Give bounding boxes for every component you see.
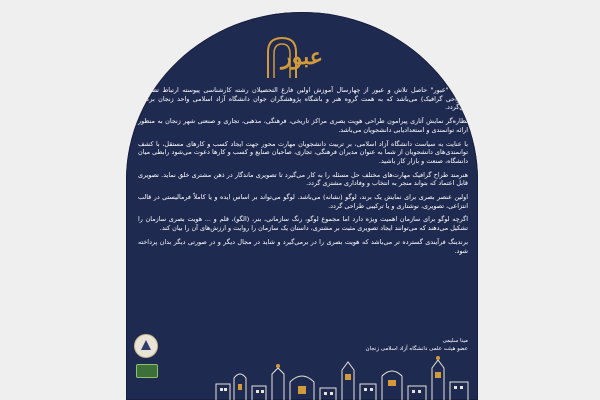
paragraph: رویداد "عبور" حاصل تلاش و عبور از چهارسال آموزش اولین فارغ التحصیلان رشته کارشناسی پیوسته ارتباط تصویری (طراحی گرافیک) می‌باشد که به همت گروه هنر و باشگاه پژوهشگران جوان دانشگاه آزاد اسلامی واحد زنجان برگزار می‌گردد. bbox=[138, 86, 468, 112]
signature-title: عضو هیئت علمی دانشگاه آزاد اسلامی زنجان bbox=[365, 346, 468, 353]
description-text bbox=[138, 86, 468, 260]
paragraph: هنرمند طراح گرافیک مهارت‌های مختلف حل مسئله را به کار می‌گیرد تا تصویری ماندگار در ذهن مشتری خلق نماید. تصویری قابل اعتماد که بتواند منجر به انتخاب و وفاداری مشتری گردد. bbox=[138, 170, 468, 188]
paragraph: اولین عنصر بصری برای نمایش یک برند، لوگو (نشانه) می‌باشد. لوگو می‌تواند بر اساس ایده و یا کاملاً فرمالیستی در قالب انتزاعی، تصویری، نوشتاری و یا ترکیبی طراحی گردد. bbox=[138, 193, 468, 210]
event-logo bbox=[126, 30, 478, 82]
signature-name: مینا سلیمی bbox=[442, 338, 468, 344]
arch-panel bbox=[126, 12, 478, 400]
paragraph: نظاره‌گر نمایش آثاری پیرامون طراحی هویت بصری مراکز تاریخی، فرهنگی، مذهبی، تجاری و صنعتی شهر زنجان به منظور ارائه توانمندی و استعدادیابی دانشجویان می‌باشد. bbox=[138, 117, 468, 134]
paragraph: برندینگ فرآیندی گسترده تر می‌باشد که هویت بصری را در برمی‌گیرد و شاید در مجال دیگر و در صورتی دیگر بدان پرداخته شود. bbox=[138, 237, 468, 255]
paragraph: با عنایت به سیاست دانشگاه آزاد اسلامی، بر تربیت دانشجویان مهارت محور جهت ایجاد کسب و کارهای مستقل، با کشف توانمندی‌های دانشجویان از شما به عنوان مدیران فرهنگی، تجاری، صاحبان صنایع و کسب و کارها دعوت می‌شود رابطی میان دانشگاه، صنعت و بازار کار باشید. bbox=[138, 139, 468, 165]
city-skyline-illustration bbox=[126, 340, 478, 400]
paragraph: اگرچه لوگو برای سازمان اهمیت ویژه دارد اما مجموع لوگو، رنگ سازمانی، بنر، (الگو)، قلم و ... هویت بصری سازمان را تشکیل می‌دهند که می‌توانند ایجاد تصویری مثبت بر مشتری، داستان یک سازمان را روایت و ارزش‌های آن را بیان کند. bbox=[138, 215, 468, 233]
logo-text: عبور bbox=[281, 44, 323, 70]
